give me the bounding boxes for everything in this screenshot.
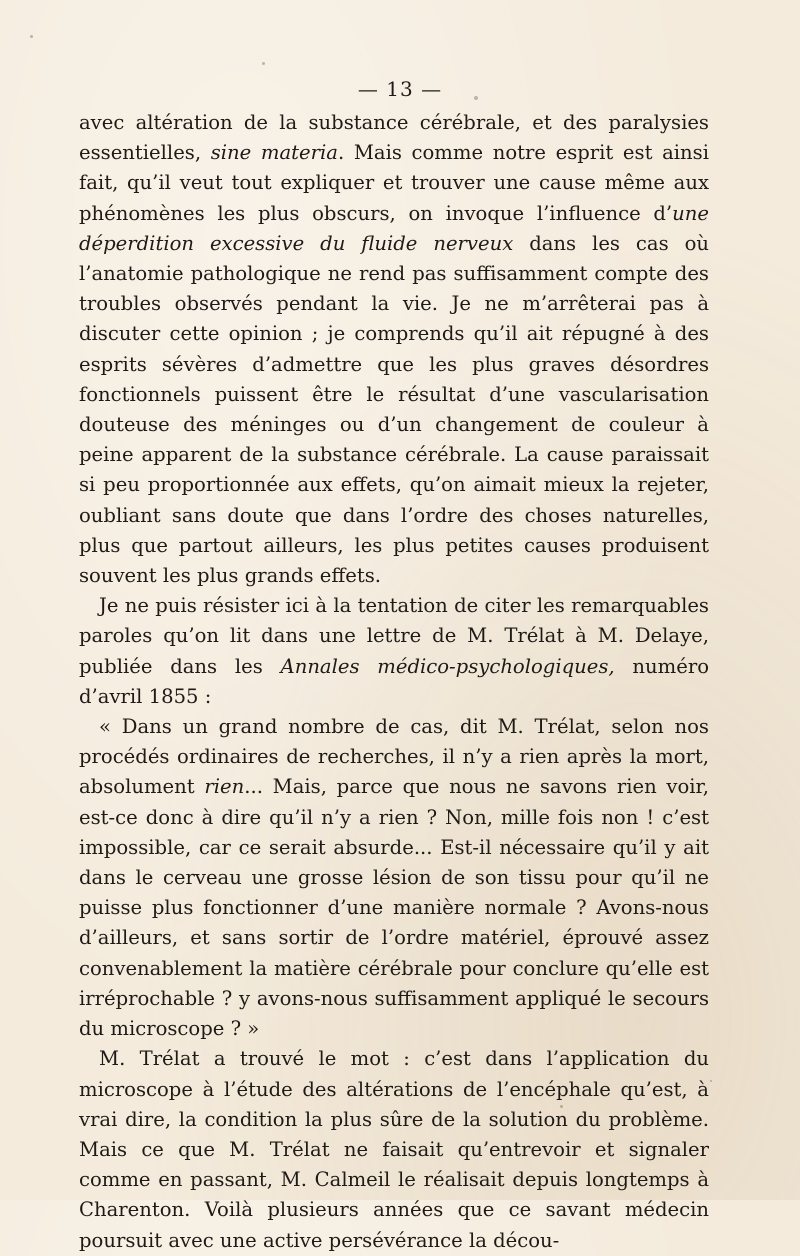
- paragraph-1: [79, 108, 709, 591]
- paper-speck: [710, 1080, 712, 1082]
- italic-segment: une déperdition excessive du fluide nerveux: [79, 201, 709, 255]
- paper-speck: [560, 1105, 563, 1108]
- text-segment: « Dans un grand nombre de cas, dit M. Trélat, selon nos procédés ordinaires de recherches, il n’y a rien après la mort, absolument: [79, 715, 709, 799]
- text-segment: numéro d’avril 1855 :: [79, 654, 709, 708]
- paragraph-4: [79, 1044, 709, 1255]
- italic-segment: rien: [204, 775, 245, 799]
- paper-speck: [474, 96, 478, 100]
- text-segment: ... Mais, parce que nous ne savons rien voir, est-ce donc à dire qu’il n’y a rien ? Non, mille fois non ! c’est impossible, car ce serait absurde... Est-il nécessaire qu’il y ait dans le cerveau une grosse lésion de son tissu pour qu’il ne puisse plus fonctionner d’une manière normale ? Avons-nous d’ailleurs, et sans sortir de l’ordre matériel, éprouvé assez convenablement la matière cérébrale pour conclure qu’elle est irréprochable ? y avons-nous suffisamment appliqué le secours du microscope ? »: [79, 775, 710, 1041]
- italic-segment: sine materia: [210, 141, 338, 165]
- paragraph-2: [79, 591, 709, 712]
- italic-segment: Annales médico-psychologiques,: [280, 654, 615, 678]
- text-segment: . Mais comme notre esprit est ainsi fait, qu’il veut tout expliquer et trouver une cause même aux phénomènes les plus obscurs, on invoque l’influence d’: [79, 141, 709, 225]
- text-segment: dans les cas où l’anatomie pathologique ne rend pas suffisamment compte des troubles observés pendant la vie. Je ne m’arrêterai pas à discuter cette opinion ; je comprends qu’il ait répugné à des esprits sévères d’admettre que les plus graves désordres fonctionnels puissent être le résultat d’une vascularisation douteuse des méninges ou d’un changement de couleur à peine apparent de la substance cérébrale. La cause paraissait si peu proportionnée aux effets, qu’on aimait mieux la rejeter, oubliant sans doute que dans l’ordre des choses naturelles, plus que partout ailleurs, les plus petites causes produisent souvent les plus grands effets.: [79, 231, 709, 588]
- text-segment: M. Trélat a trouvé le mot : c’est dans l’application du microscope à l’étude des altérations de l’encéphale qu’est, à vrai dire, la condition la plus sûre de la solution du problème. Mais ce que M. Trélat ne faisait qu’entrevoir et signaler comme en passant, M. Calmeil le réalisait depuis longtemps à Charenton. Voilà plusieurs années que ce savant médecin poursuit avec une active persévérance la décou-: [79, 1047, 709, 1252]
- paper-speck: [262, 62, 265, 65]
- text-segment: avec altération de la substance cérébrale, et des paralysies essentielles,: [79, 111, 709, 165]
- page-number: — 13 —: [357, 77, 443, 101]
- paragraph-3-quote: [79, 712, 709, 1044]
- body-text: [79, 108, 709, 1256]
- paper-speck: [30, 35, 33, 38]
- text-segment: Je ne puis résister ici à la tentation de citer les remarquables paroles qu’on lit dans une lettre de M. Trélat à M. Delaye, publiée dans les: [79, 594, 709, 678]
